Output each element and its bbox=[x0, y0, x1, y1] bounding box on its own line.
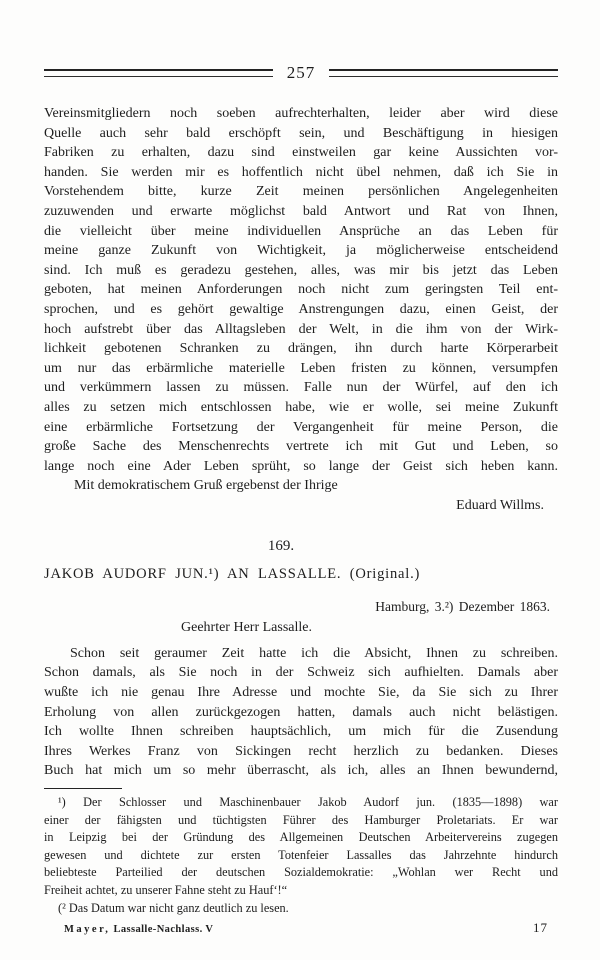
text-line: Freiheit achtet, zu unserer Fahne steht zu Hauf‘!“ bbox=[44, 882, 288, 897]
footnote-separator-rule bbox=[44, 788, 122, 789]
text-line: beliebteste Parteilied der deutschen Sozialdemokratie: „Wohlan wer Recht und bbox=[44, 865, 558, 880]
letter-salutation: Geehrter Herr Lassalle. bbox=[181, 620, 312, 636]
letter-dateline: Hamburg, 3.²) Dezember 1863. bbox=[375, 598, 550, 614]
footer-imprint-rest: Lassalle-Nachlass. V bbox=[113, 924, 214, 936]
page-footer bbox=[44, 920, 558, 936]
text-line: in Leipzig bei der Gründung des Allgemeinen Deutschen Arbeitervereins zugegen bbox=[44, 830, 558, 845]
text-line: eine erbärmliche Fortsetzung der Vergangenheit für meine Person, die bbox=[44, 419, 558, 435]
text-line: und verkümmern lassen zu müssen. Falle nun der Würfel, auf den ich bbox=[44, 380, 558, 396]
footnote-2: (² Das Datum war nicht ganz deutlich zu lesen. bbox=[58, 900, 289, 915]
text-line: Schon seit geraumer Zeit hatte ich die Absicht, Ihnen zu schreiben. bbox=[70, 645, 558, 661]
footnote-1 bbox=[44, 794, 558, 900]
text-line: um nur das erbärmliche materielle Leben fristen zu können, versumpfen bbox=[44, 360, 558, 376]
text-line: sind. Ich muß es geradezu gestehen, alles, was mir bis jetzt das Leben bbox=[44, 262, 558, 278]
footer-imprint bbox=[44, 924, 213, 935]
head-rule-right bbox=[329, 69, 558, 77]
text-line: gewesen und dichtete zur ersten Totenfeier Lassalles das Jahrzehnte hindurch bbox=[44, 847, 558, 862]
text-line: Buch hat mich um so mehr überrascht, als ich, alles an Ihnen bewundernd, bbox=[44, 763, 558, 779]
letter-body-paragraph bbox=[44, 644, 558, 781]
text-line: geboten, hat meinen Anforderungen noch nicht zum geringsten Teil ent- bbox=[44, 282, 558, 298]
text-line: alles zu setzen mich entschlossen habe, wie er wolle, sei meine Zukunft bbox=[44, 399, 558, 415]
text-line: wußte ich nie genau Ihre Adresse und mochte Sie, da Sie sich zu Ihrer bbox=[44, 685, 558, 701]
text-line: lichkeit gebotenen Schranken zu drängen, ihn durch harte Körperarbeit bbox=[44, 341, 558, 357]
text-line: Schon damals, als Sie noch in der Schweiz sich aufhielten. Damals aber bbox=[44, 665, 558, 681]
text-line: Vereinsmitgliedern noch soeben aufrechterhalten, leider aber wird diese bbox=[44, 106, 558, 121]
letter-signoff: Mit demokratischem Gruß ergebenst der Ihrige bbox=[74, 478, 338, 494]
running-head bbox=[44, 63, 558, 82]
text-line: zuzuwenden und erwarte möglichst bald Antwort und Rat von Ihnen, bbox=[44, 203, 558, 219]
footer-imprint-name: Mayer, bbox=[64, 924, 111, 936]
footer-signature-number: 17 bbox=[533, 920, 548, 936]
page-number: 257 bbox=[286, 63, 316, 82]
letter-end-paragraph bbox=[44, 104, 558, 476]
section-heading: JAKOB AUDORF JUN.¹) AN LASSALLE. (Original.) bbox=[44, 566, 421, 583]
text-line: Fabriken zu erhalten, dazu sind einstweilen gar keine Aussichten vor- bbox=[44, 145, 558, 161]
text-line: einer der fähigsten und tüchtigsten Führer des Hamburger Proletariats. Er war bbox=[44, 812, 558, 827]
text-line: sprochen, und es gehört gewaltige Anstrengungen dazu, einen Geist, der bbox=[44, 301, 558, 317]
head-rule-left bbox=[44, 69, 273, 77]
text-line: große Sache des Menschenrechts vertrete ich mit Gut und Leben, so bbox=[44, 439, 558, 455]
text-line: Quelle auch sehr bald erschöpft sein, und Beschäftigung in hiesigen bbox=[44, 125, 558, 141]
text-line: ¹) Der Schlosser und Maschinenbauer Jakob Audorf jun. (1835—1898) war bbox=[58, 795, 558, 809]
text-line: handen. Sie werden mir es hoffentlich nicht übel nehmen, daß ich Sie in bbox=[44, 164, 558, 180]
text-line: die vielleicht über meine individuellen Ansprüche an das Leben für bbox=[44, 223, 558, 239]
text-line: Ihres Werkes Franz von Sickingen recht herzlich zu bedanken. Dieses bbox=[44, 743, 558, 759]
text-line: lange noch eine Ader Leben sprüht, so lange der Geist sich heben kann. bbox=[44, 458, 558, 474]
text-line: Vorstehendem bitte, kurze Zeit meinen persönlichen Angelegenheiten bbox=[44, 184, 558, 200]
text-line: Erholung von allen zurückgezogen hatten, damals auch nicht belästigen. bbox=[44, 704, 558, 720]
text-line: Ich wollte Ihnen schreiben hauptsächlich, um mich für die Zusendung bbox=[44, 724, 558, 740]
text-line: hoch aufstrebt über das Alltagsleben der Welt, in die ihm von der Wirk- bbox=[44, 321, 558, 337]
section-number: 169. bbox=[267, 538, 295, 555]
letter-signature: Eduard Willms. bbox=[456, 497, 544, 513]
text-line: meine ganze Zukunft von Wichtigkeit, ja möglicherweise entscheidend bbox=[44, 243, 558, 259]
